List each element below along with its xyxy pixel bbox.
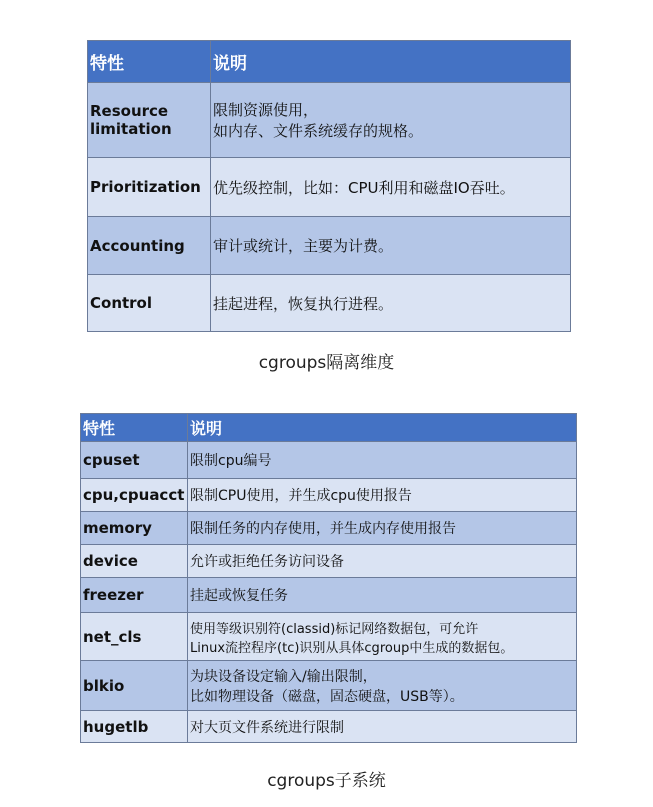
table-row	[81, 512, 577, 545]
feature-cell: cpuset	[81, 442, 188, 479]
feature-cell: Accounting	[88, 217, 211, 275]
desc-line: 使用等级识别符(classid)标记网络数据包，可允许	[190, 621, 479, 637]
feature-cell: cpu,cpuacct	[81, 479, 188, 512]
feature-cell: memory	[81, 512, 188, 545]
desc-cell: 挂起或恢复任务	[188, 578, 577, 613]
desc-line: 限制资源使用，	[213, 101, 319, 119]
table-row	[88, 83, 571, 158]
desc-cell: 对大页文件系统进行限制	[188, 711, 577, 743]
desc-line: 比如物理设备（磁盘，固态硬盘，USB等）。	[190, 688, 464, 705]
feature-cell: hugetlb	[81, 711, 188, 743]
desc-cell: 限制任务的内存使用，并生成内存使用报告	[188, 512, 577, 545]
table-row	[81, 661, 577, 711]
table-row	[81, 442, 577, 479]
feature-cell: Control	[88, 275, 211, 332]
table-header	[81, 414, 577, 442]
desc-line: 如内存、文件系统缓存的规格。	[213, 122, 424, 140]
desc-line: 为块设备设定输入/输出限制，	[190, 668, 377, 685]
desc-cell: 限制CPU使用，并生成cpu使用报告	[188, 479, 577, 512]
header-feature: 特性	[88, 41, 211, 83]
feature-cell: Prioritization	[88, 158, 211, 217]
cgroups-isolation-table	[87, 40, 571, 332]
table-row	[88, 217, 571, 275]
feature-cell: blkio	[81, 661, 188, 711]
table-header	[88, 41, 571, 83]
desc-cell	[188, 613, 577, 661]
feature-cell: device	[81, 545, 188, 578]
desc-cell: 限制cpu编号	[188, 442, 577, 479]
caption-subsystems: cgroups子系统	[267, 771, 386, 791]
desc-cell: 允许或拒绝任务访问设备	[188, 545, 577, 578]
feature-cell: Resource limitation	[88, 83, 211, 158]
desc-cell: 挂起进程，恢复执行进程。	[211, 275, 571, 332]
table-row	[81, 578, 577, 613]
feature-cell: freezer	[81, 578, 188, 613]
desc-cell: 优先级控制，比如：CPU利用和磁盘IO吞吐。	[211, 158, 571, 217]
header-feature: 特性	[81, 414, 188, 442]
table-row	[81, 711, 577, 743]
desc-cell	[211, 83, 571, 158]
cgroups-subsystem-table	[80, 413, 577, 743]
desc-cell	[188, 661, 577, 711]
table-row	[81, 613, 577, 661]
header-desc: 说明	[211, 41, 571, 83]
table-row	[88, 158, 571, 217]
table-row	[81, 545, 577, 578]
table-row	[88, 275, 571, 332]
desc-cell: 审计或统计，主要为计费。	[211, 217, 571, 275]
desc-line: Linux流控程序(tc)识别从具体cgroup中生成的数据包。	[190, 640, 514, 656]
feature-cell: net_cls	[81, 613, 188, 661]
table-row	[81, 479, 577, 512]
caption-isolation: cgroups隔离维度	[258, 353, 395, 373]
header-desc: 说明	[188, 414, 577, 442]
